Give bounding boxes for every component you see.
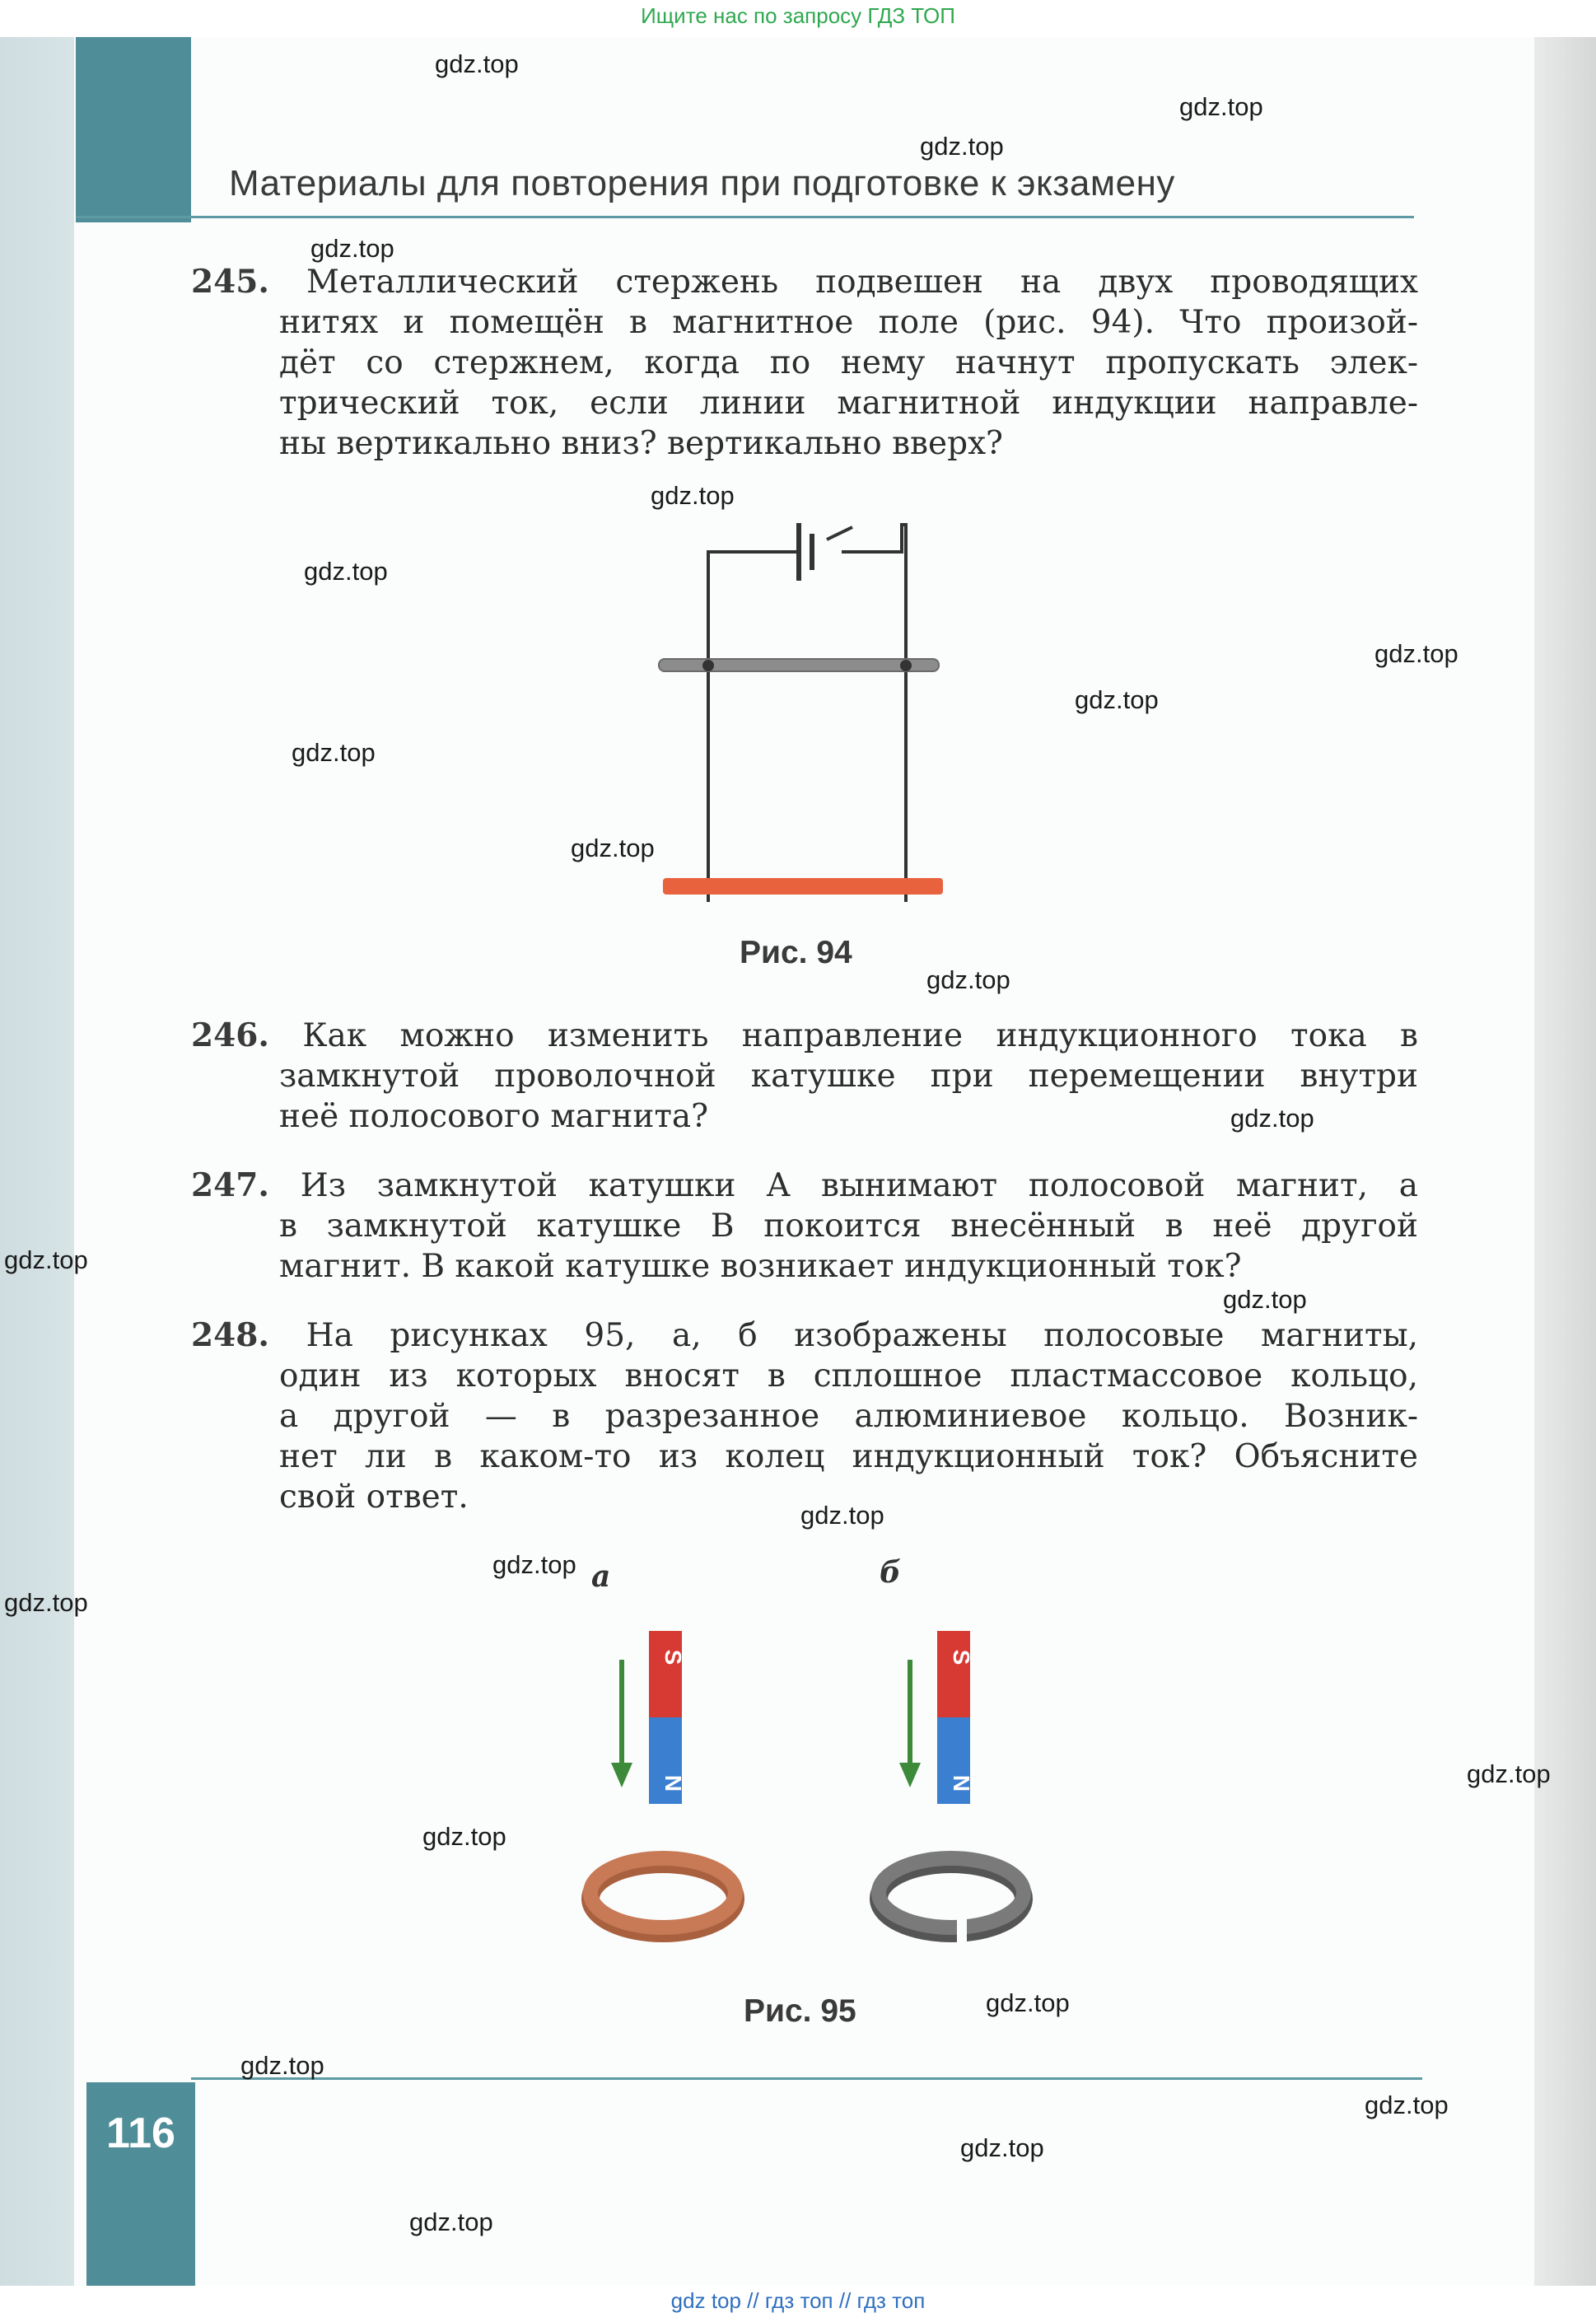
header-accent-block xyxy=(76,37,191,222)
figure-95-label-b: б xyxy=(880,1555,901,1590)
watermark: gdz.top xyxy=(409,2208,493,2236)
page-right-edge xyxy=(1534,37,1596,2286)
support-bar xyxy=(659,659,939,671)
down-arrow-icon xyxy=(611,1660,632,1787)
task-line: 247. Из замкнутой катушки A вынимают полосовой магнит, а xyxy=(191,1166,1418,1204)
watermark: gdz.top xyxy=(1467,1759,1551,1788)
task-number: 246. xyxy=(191,1016,269,1054)
page-header-title: Материалы для повторения при подготовке к экзамену xyxy=(229,163,1175,203)
task-line: нет ли в каком-то из колец индукционный ток? Объясните xyxy=(279,1438,1418,1475)
task-line: магнит. В какой катушке возникает индукционный ток? xyxy=(279,1248,1242,1285)
battery-icon xyxy=(799,523,812,581)
top-banner[interactable]: Ищите нас по запросу ГДЗ ТОП xyxy=(641,3,955,28)
watermark: gdz.top xyxy=(651,481,735,510)
figure-95-caption: Рис. 95 xyxy=(744,1993,856,2029)
header-rule xyxy=(76,216,1414,218)
watermark: gdz.top xyxy=(571,834,655,862)
page-number: 116 xyxy=(106,2109,175,2157)
task-line: неё полосового магнита? xyxy=(279,1098,709,1135)
watermark: gdz.top xyxy=(1075,685,1159,714)
watermark: gdz.top xyxy=(986,1988,1070,2017)
task-line: замкнутой проволочной катушке при перемещении внутри xyxy=(279,1058,1418,1095)
task-245 xyxy=(191,262,1418,464)
watermark: gdz.top xyxy=(1365,2091,1449,2119)
figure-95-label-a: а xyxy=(591,1559,611,1594)
watermark: gdz.top xyxy=(926,965,1010,994)
watermark: gdz.top xyxy=(800,1501,884,1530)
watermark: gdz.top xyxy=(4,1588,88,1617)
circuit-wires xyxy=(708,525,906,902)
task-line: трический ток, если линии магнитной индукции направле- xyxy=(279,385,1418,422)
down-arrow-icon xyxy=(899,1660,921,1787)
task-number: 248. xyxy=(191,1316,269,1354)
task-line: ны вертикально вниз? вертикально вверх? xyxy=(279,425,1003,462)
magnet-pole-s: S xyxy=(949,1649,974,1666)
figure-94-caption: Рис. 94 xyxy=(740,935,852,970)
cut-ring xyxy=(879,1858,1024,1944)
figure-94-diagram xyxy=(651,494,964,906)
suspension-point xyxy=(900,660,912,671)
magnet-pole-n: N xyxy=(660,1774,686,1792)
watermark: gdz.top xyxy=(1223,1285,1307,1314)
watermark: gdz.top xyxy=(1179,92,1263,121)
task-line: 245. Металлический стержень подвешен на двух проводящих xyxy=(191,263,1418,301)
magnet-pole-n: N xyxy=(949,1774,974,1792)
watermark: gdz.top xyxy=(435,49,519,78)
task-line: 248. На рисунках 95, а, б изображены полосовые магниты, xyxy=(191,1316,1418,1354)
footer-rule xyxy=(191,2077,1422,2080)
bottom-banner[interactable]: gdz top // гдз топ // гдз топ xyxy=(670,2288,926,2313)
watermark: gdz.top xyxy=(240,2051,324,2080)
watermark: gdz.top xyxy=(304,557,388,586)
watermark: gdz.top xyxy=(492,1550,576,1579)
watermark: gdz.top xyxy=(960,2133,1044,2162)
page-number-box xyxy=(86,2082,195,2286)
watermark: gdz.top xyxy=(1230,1104,1314,1133)
watermark: gdz.top xyxy=(4,1245,88,1274)
watermark: gdz.top xyxy=(310,234,394,263)
task-line: 246. Как можно изменить направление индукционного тока в xyxy=(191,1016,1419,1054)
figure-95a-diagram xyxy=(576,1614,758,1960)
magnet-south xyxy=(649,1631,682,1717)
task-line: один из которых вносят в сплошное пластмассовое кольцо, xyxy=(279,1357,1418,1395)
figure-95b-diagram xyxy=(865,1614,1046,1960)
magnet-south xyxy=(937,1631,970,1717)
task-247 xyxy=(191,1166,1418,1287)
solid-ring xyxy=(590,1858,735,1933)
task-line: дёт со стержнем, когда по нему начнут пропускать элек- xyxy=(279,344,1418,381)
suspension-point xyxy=(702,660,714,671)
watermark: gdz.top xyxy=(920,132,1004,161)
magnet-pole-s: S xyxy=(660,1649,686,1666)
watermark: gdz.top xyxy=(422,1822,506,1851)
task-line: свой ответ. xyxy=(279,1479,469,1516)
task-line: а другой — в разрезанное алюминиевое кольцо. Возник- xyxy=(279,1398,1418,1435)
watermark: gdz.top xyxy=(292,738,376,767)
task-248 xyxy=(191,1315,1418,1517)
task-number: 245. xyxy=(191,263,269,301)
watermark: gdz.top xyxy=(1374,639,1458,668)
task-line: в замкнутой катушке B покоится внесённый в неё другой xyxy=(279,1208,1418,1245)
task-line: нитях и помещён в магнитное поле (рис. 94). Что произой- xyxy=(279,304,1418,341)
metal-rod xyxy=(663,878,943,895)
task-number: 247. xyxy=(191,1166,269,1204)
